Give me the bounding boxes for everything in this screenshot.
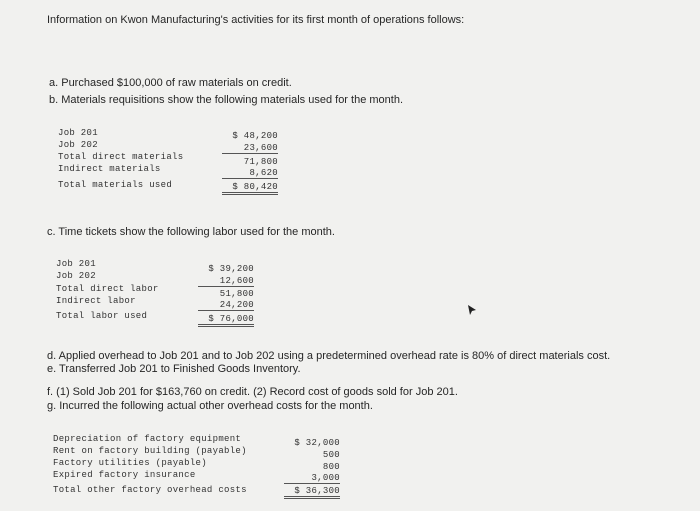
labor-label-job202: Job 202 xyxy=(56,271,96,281)
materials-value-total-used: $ 80,420 xyxy=(222,182,278,195)
materials-value-indirect: 8,620 xyxy=(222,168,278,179)
overhead-label-total: Total other factory overhead costs xyxy=(53,485,247,495)
labor-value-total-used: $ 76,000 xyxy=(198,314,254,327)
item-e: e. Transferred Job 201 to Finished Goods Inventory. xyxy=(47,363,301,375)
labor-value-job202: 12,600 xyxy=(198,276,254,287)
overhead-value-insurance: 3,000 xyxy=(284,473,340,484)
overhead-label-insurance: Expired factory insurance xyxy=(53,470,196,480)
materials-value-total-direct: 71,800 xyxy=(243,157,278,167)
overhead-value-utilities: 800 xyxy=(322,462,340,472)
overhead-value-rent: 500 xyxy=(322,450,340,460)
mouse-cursor-icon xyxy=(467,304,477,316)
labor-value-indirect: 24,200 xyxy=(198,300,254,311)
labor-label-indirect: Indirect labor xyxy=(56,296,136,306)
labor-label-total-direct: Total direct labor xyxy=(56,284,159,294)
materials-value-job201: $ 48,200 xyxy=(232,131,278,141)
materials-value-job202: 23,600 xyxy=(222,143,278,154)
labor-label-total-used: Total labor used xyxy=(56,311,148,321)
labor-value-total-direct: 51,800 xyxy=(219,289,254,299)
item-c: c. Time tickets show the following labor used for the month. xyxy=(47,226,335,238)
overhead-value-total: $ 36,300 xyxy=(284,486,340,499)
materials-label-job201: Job 201 xyxy=(58,128,98,138)
materials-label-total-direct: Total direct materials xyxy=(58,152,184,162)
item-f: f. (1) Sold Job 201 for $163,760 on credit. (2) Record cost of goods sold for Job 201. xyxy=(47,386,458,398)
materials-label-job202: Job 202 xyxy=(58,140,98,150)
labor-label-job201: Job 201 xyxy=(56,259,96,269)
overhead-label-rent: Rent on factory building (payable) xyxy=(53,446,247,456)
materials-label-total-used: Total materials used xyxy=(58,180,173,190)
item-a: a. Purchased $100,000 of raw materials on credit. xyxy=(49,77,292,89)
intro-text: Information on Kwon Manufacturing's activities for its first month of operations follows: xyxy=(47,14,465,26)
item-g: g. Incurred the following actual other overhead costs for the month. xyxy=(47,400,373,412)
overhead-label-utilities: Factory utilities (payable) xyxy=(53,458,207,468)
labor-value-job201: $ 39,200 xyxy=(208,264,254,274)
item-b: b. Materials requisitions show the following materials used for the month. xyxy=(49,94,404,106)
materials-label-indirect: Indirect materials xyxy=(58,164,161,174)
overhead-label-depreciation: Depreciation of factory equipment xyxy=(53,434,242,444)
item-d: d. Applied overhead to Job 201 and to Job 202 using a predetermined overhead rate is 80% of direct materials cost. xyxy=(47,350,611,362)
overhead-value-depreciation: $ 32,000 xyxy=(294,438,340,448)
